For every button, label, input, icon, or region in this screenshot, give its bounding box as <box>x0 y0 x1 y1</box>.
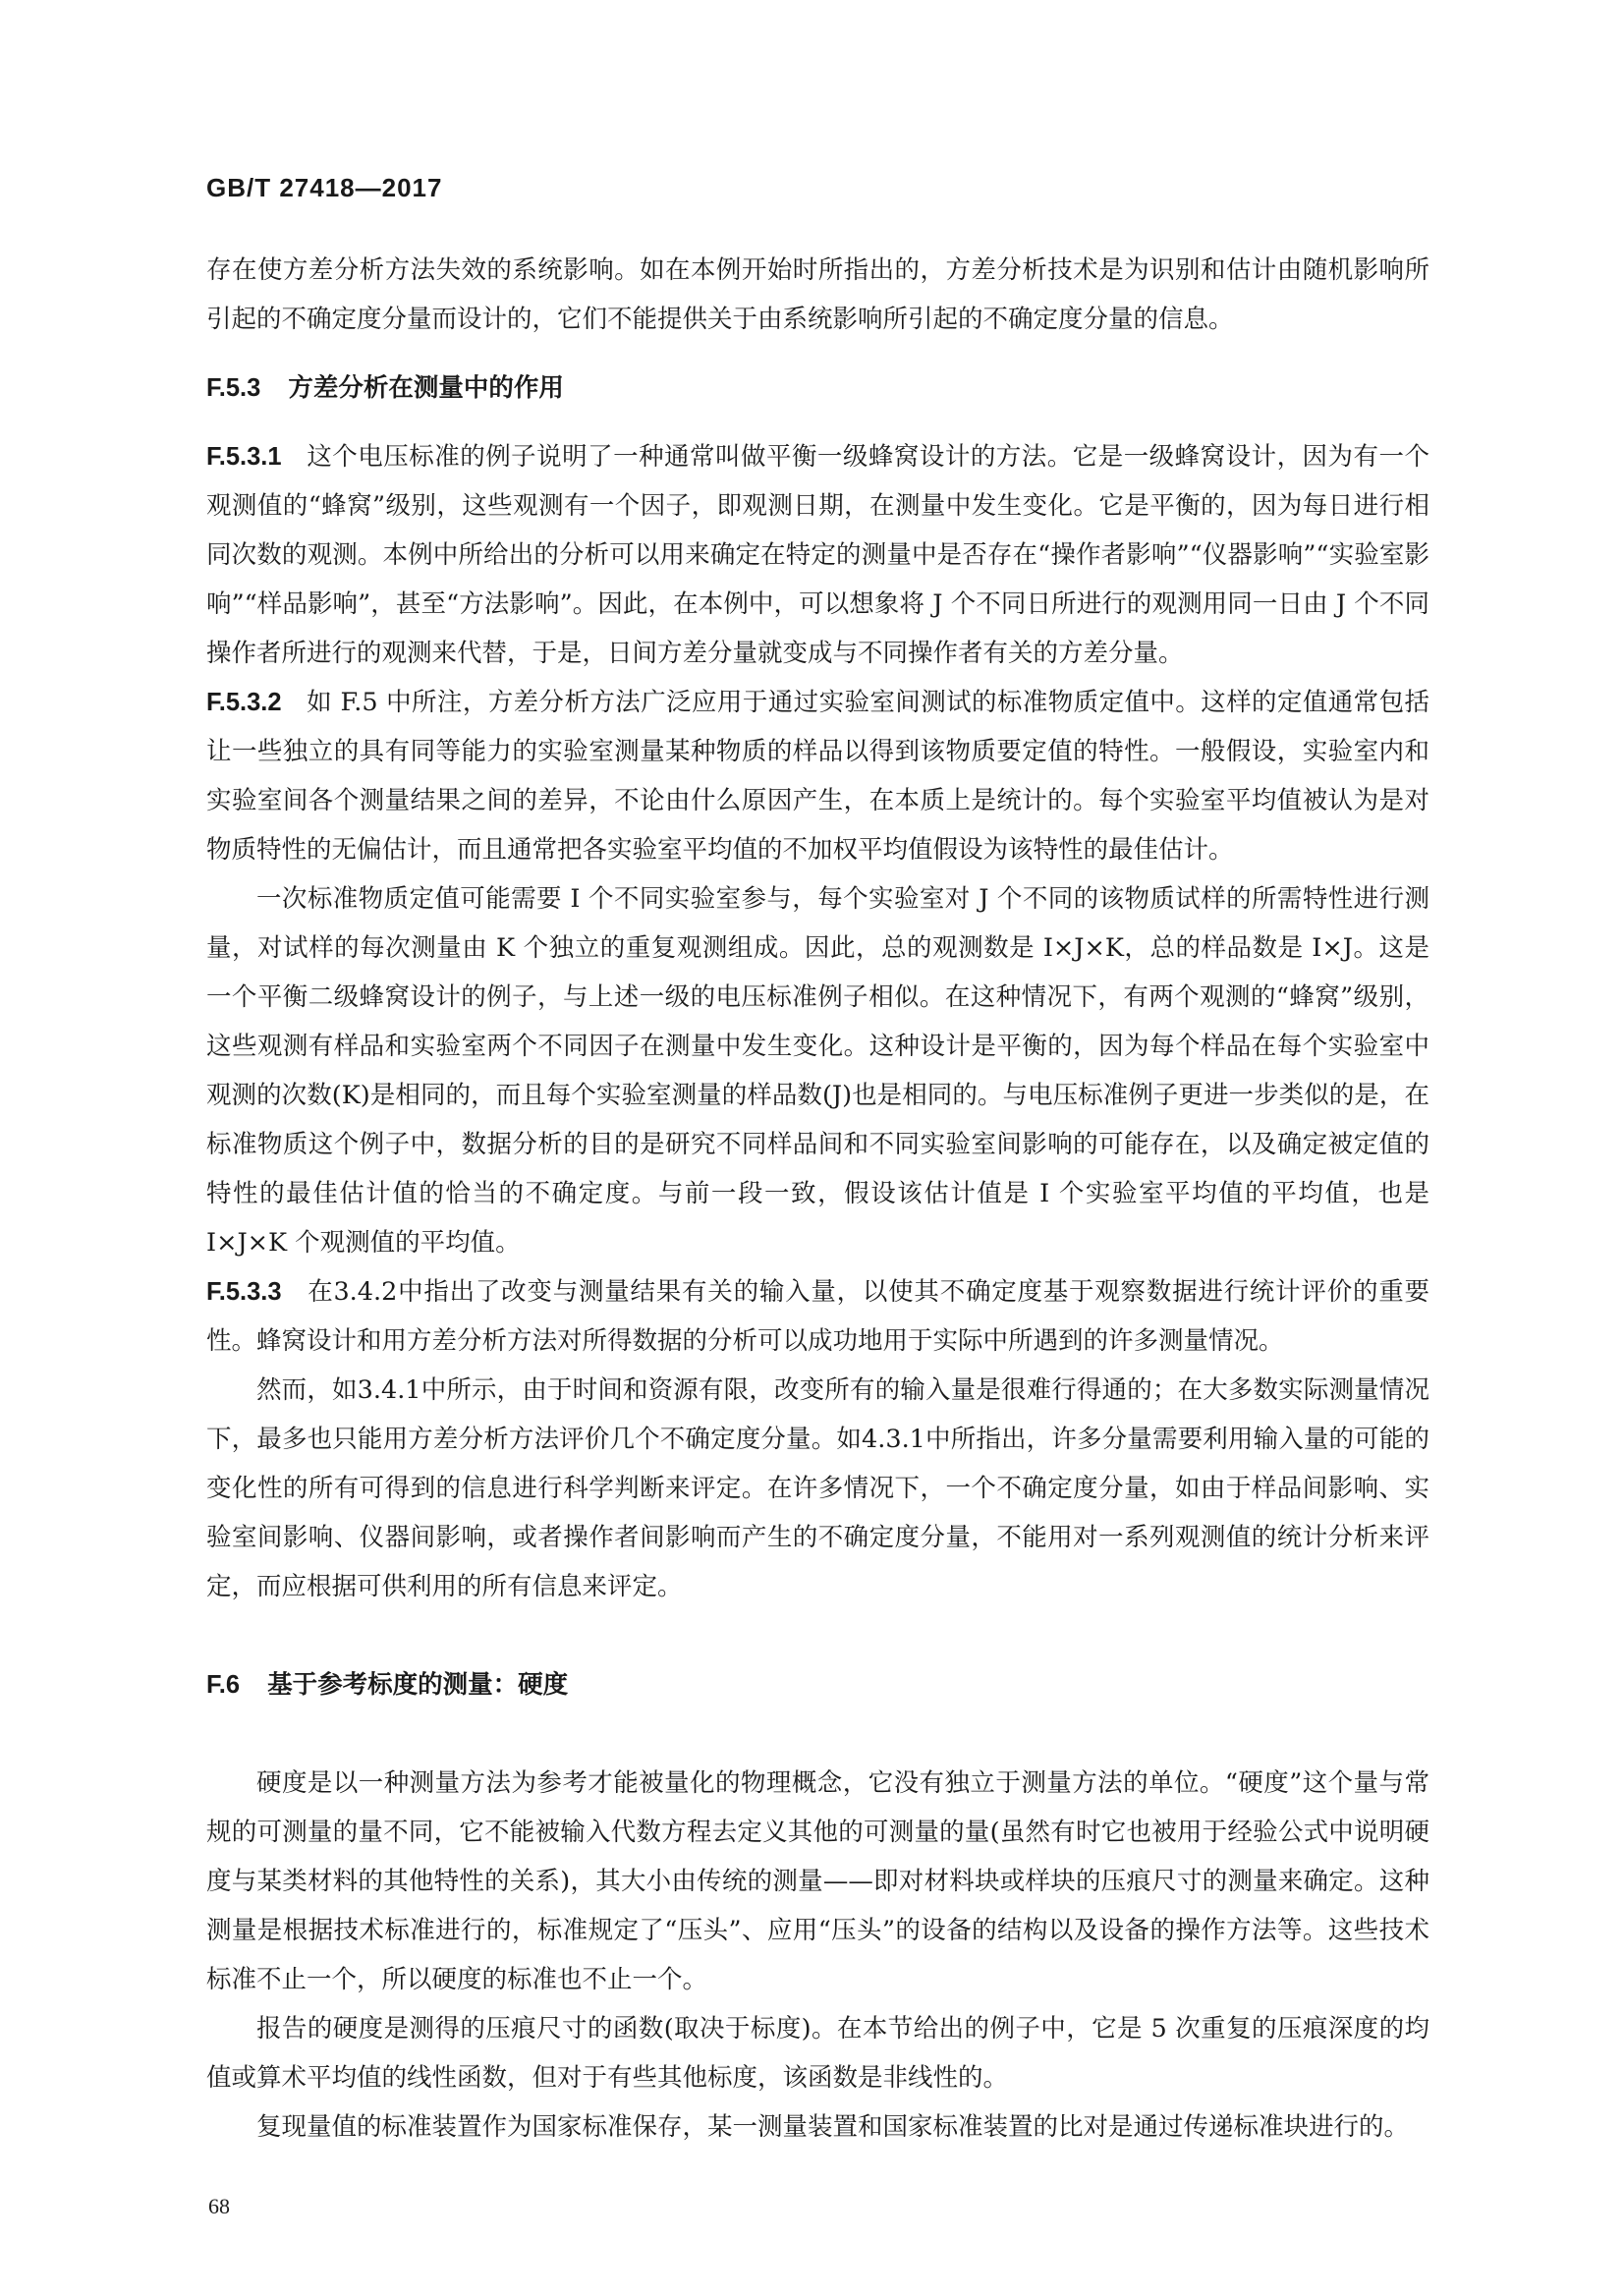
clause-text: 如 F.5 中所注，方差分析方法广泛应用于通过实验室间测试的标准物质定值中。这样的定值通常包括让一些独立的具有同等能力的实验室测量某种物质的样品以得到该物质要定值的特性。一般假设，实验室内和实验室间各个测量结果之间的差异，不论由什么原因产生，在本质上是统计的。每个实验室平均值被认为是对物质特性的无偏估计，而且通常把各实验室平均值的不加权平均值假设为该特性的最佳估计。 <box>206 688 1429 865</box>
document-code: GB/T 27418—2017 <box>206 173 443 202</box>
paragraph: 报告的硬度是测得的压痕尺寸的函数(取决于标度)。在本节给出的例子中，它是 5 次重复的压痕深度的均值或算术平均值的线性函数，但对于有些其他标度，该函数是非线性的。 <box>206 2014 1429 2093</box>
paragraph: 一次标准物质定值可能需要 I 个不同实验室参与，每个实验室对 J 个不同的该物质试样的所需特性进行测量，对试样的每次测量由 K 个独立的重复观测组成。因此，总的观测数是 I×J×K，总的样品数是 I×J。这是一个平衡二级蜂窝设计的例子，与上述一级的电压标准例子相似。在这种情况下，有两个观测的“蜂窝”级别，这些观测有样品和实验室两个不同因子在测量中发生变化。这种设计是平衡的，因为每个样品在每个实验室中观测的次数(K)是相同的，而且每个实验室测量的样品数(J)也是相同的。与电压标准例子更进一步类似的是，在标准物质这个例子中，数据分析的目的是研究不同样品间和不同实验室间影响的可能存在，以及确定被定值的特性的最佳估计值的恰当的不确定度。与前一段一致，假设该估计值是 I 个实验室平均值的平均值，也是 I×J×K 个观测值的平均值。 <box>206 884 1429 1258</box>
clause-f-5-3-3 <box>206 1267 1429 1366</box>
clause-number: F.5.3.1 <box>206 443 282 471</box>
page-content <box>206 246 1429 2152</box>
section-heading-f-6 <box>206 1660 1429 1709</box>
paragraph: 复现量值的标准装置作为国家标准保存，某一测量装置和国家标准装置的比对是通过传递标准块进行的。 <box>256 2112 1410 2142</box>
section-heading-f-5-3 <box>206 364 1429 413</box>
page-number: 68 <box>208 2194 230 2218</box>
clause-number: F.5.3.3 <box>206 1278 282 1306</box>
section-number: F.5.3 <box>206 374 261 402</box>
paragraph: 存在使方差分析方法失效的系统影响。如在本例开始时所指出的，方差分析技术是为识别和估计由随机影响所引起的不确定度分量而设计的，它们不能提供关于由系统影响所引起的不确定度分量的信息。 <box>206 255 1429 334</box>
paragraph: 硬度是以一种测量方法为参考才能被量化的物理概念，它没有独立于测量方法的单位。“硬度”这个量与常规的可测量的量不同，它不能被输入代数方程去定义其他的可测量的量(虽然有时它也被用于经验公式中说明硬度与某类材料的其他特性的关系)，其大小由传统的测量——即对材料块或样块的压痕尺寸的测量来确定。这种测量是根据技术标准进行的，标准规定了“压头”、应用“压头”的设备的结构以及设备的操作方法等。这些技术标准不止一个，所以硬度的标准也不止一个。 <box>206 1768 1429 1994</box>
section-number: F.6 <box>206 1671 241 1699</box>
paragraph: 然而，如3.4.1中所示，由于时间和资源有限，改变所有的输入量是很难行得通的；在大多数实际测量情况下，最多也只能用方差分析方法评价几个不确定度分量。如4.3.1中所指出，许多分量需要利用输入量的可能的变化性的所有可得到的信息进行科学判断来评定。在许多情况下，一个不确定度分量，如由于样品间影响、实验室间影响、仪器间影响，或者操作者间影响而产生的不确定度分量，不能用对一系列观测值的统计分析来评定，而应根据可供利用的所有信息来评定。 <box>206 1375 1429 1601</box>
clause-text: 这个电压标准的例子说明了一种通常叫做平衡一级蜂窝设计的方法。它是一级蜂窝设计，因为有一个观测值的“蜂窝”级别，这些观测有一个因子，即观测日期，在测量中发生变化。它是平衡的，因为每日进行相同次数的观测。本例中所给出的分析可以用来确定在特定的测量中是否存在“操作者影响”“仪器影响”“实验室影响”“样品影响”，甚至“方法影响”。因此，在本例中，可以想象将 J 个不同日所进行的观测用同一日由 J 个不同操作者所进行的观测来代替，于是，日间方差分量就变成与不同操作者有关的方差分量。 <box>206 442 1429 668</box>
section-title: 基于参考标度的测量：硬度 <box>267 1671 569 1699</box>
section-title: 方差分析在测量中的作用 <box>288 374 564 402</box>
clause-text: 在3.4.2中指出了改变与测量结果有关的输入量，以使其不确定度基于观察数据进行统计评价的重要性。蜂窝设计和用方差分析方法对所得数据的分析可以成功地用于实际中所遇到的许多测量情况。 <box>206 1277 1429 1356</box>
clause-f-5-3-1 <box>206 432 1429 678</box>
clause-f-5-3-2 <box>206 678 1429 874</box>
clause-number: F.5.3.2 <box>206 689 282 716</box>
